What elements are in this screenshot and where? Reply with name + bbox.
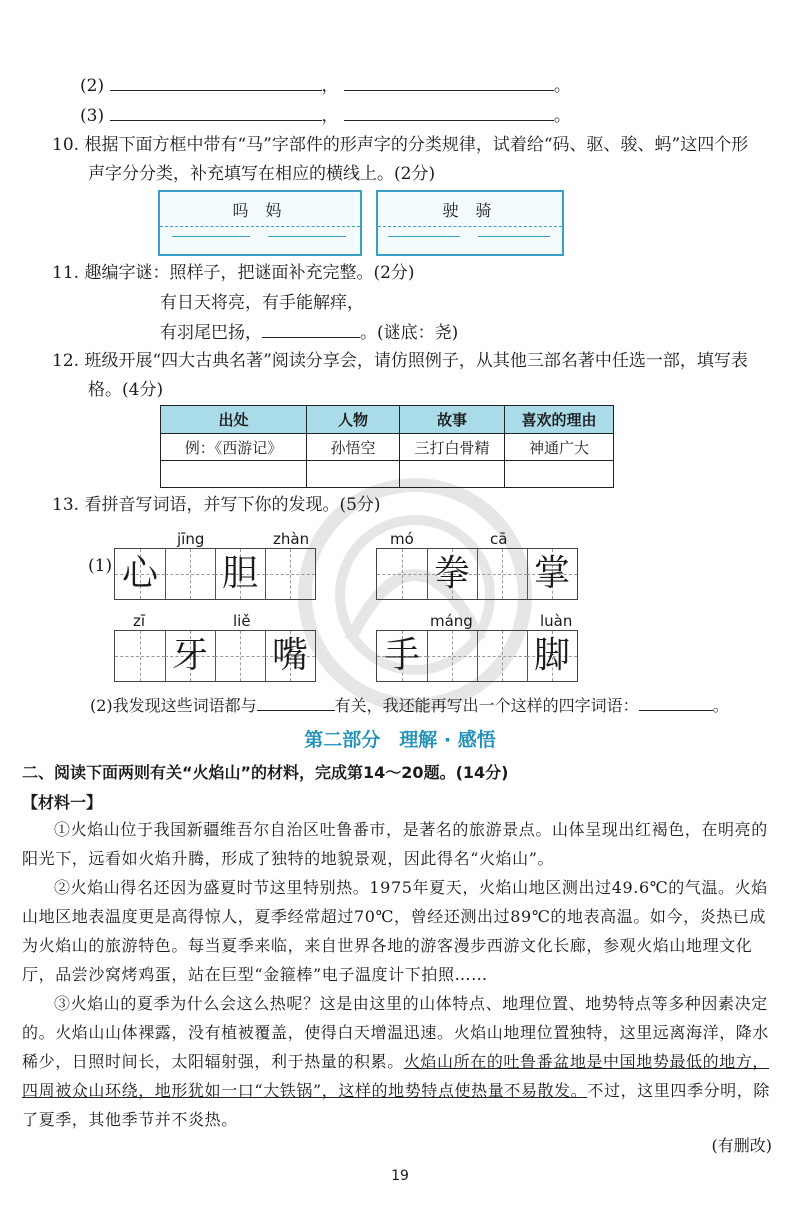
- q12-text-line1: 12. 班级开展“四大古典名著”阅读分享会，请仿照例子，从其他三部名著中任选一部，填写表: [52, 351, 748, 371]
- q13-part1-label: (1): [88, 556, 113, 576]
- table-cell: 三打白骨精: [400, 434, 505, 461]
- q10-box-1: 吗 妈: [158, 190, 362, 256]
- q10-text-line1: 10. 根据下面方框中带有“马”字部件的形声字的分类规律，试着给“码、驱、骏、蚂”这四个形: [52, 135, 749, 155]
- paragraph-1: ①火焰山位于我国新疆维吾尔自治区吐鲁番市，是著名的旅游景点。山体呈现出红褐色，在明亮的阳光下，远看如火焰升腾，形成了独特的地貌景观，因此得名“火焰山”。: [22, 820, 768, 868]
- char-grid-3: [114, 630, 316, 682]
- char-cell: 嘴: [265, 631, 315, 681]
- pinyin: luàn: [540, 612, 573, 630]
- char-grid-1: [114, 548, 316, 600]
- q10-box-2: 驶 骑: [376, 190, 564, 256]
- pinyin: máng: [430, 612, 473, 630]
- pinyin: liě: [233, 612, 251, 630]
- char-grid-4: [376, 630, 578, 682]
- char-cell[interactable]: [427, 631, 478, 681]
- answer-cell[interactable]: [505, 461, 614, 488]
- q11-text-line1: 11. 趣编字谜：照样子，把谜面补充完整。(2分): [52, 263, 415, 283]
- char-cell[interactable]: [477, 549, 528, 599]
- underlined-sentence: 火焰山所在的吐鲁番盆地是中国地势最低的地方，四周被众山环绕，地形犹如一口“大铁锅”，这样的地势特点使热量不易散发。: [22, 1052, 770, 1100]
- answer-blank[interactable]: [110, 74, 322, 91]
- char-cell: 手: [377, 631, 428, 681]
- answer-blank[interactable]: [257, 694, 335, 711]
- page-number: 19: [391, 1168, 409, 1184]
- char-cell: 牙: [165, 631, 216, 681]
- char-cell[interactable]: [265, 549, 315, 599]
- q11-text-line2: 有日天将亮，有手能解痒，: [160, 293, 364, 313]
- table-row: [161, 434, 614, 461]
- pinyin: mó: [390, 530, 414, 548]
- answer-cell[interactable]: [400, 461, 505, 488]
- answer-blank[interactable]: [268, 236, 346, 237]
- char-cell[interactable]: [215, 631, 266, 681]
- answer-blank[interactable]: [344, 104, 554, 121]
- material-label: 【材料一】: [22, 793, 103, 812]
- char-cell[interactable]: [477, 631, 528, 681]
- char-cell: 掌: [527, 549, 577, 599]
- q9-row-2: (2) ， 。: [80, 76, 571, 96]
- char-cell[interactable]: [115, 631, 166, 681]
- table-row-answer[interactable]: [161, 461, 614, 488]
- paragraph-3: ③火焰山的夏季为什么会这么热呢？这是由这里的山体特点、地理位置、地势特点等多种因素决定的。火焰山山体裸露，没有植被覆盖，使得白天增温迅速。火焰山地理位置独特，这里远离海洋，降水稀少，日照时间长，太阳辐射强，利于热量的积累。火焰山所在的吐鲁番盆地是中国地势最低的地方，四周被众山环绕，地形犹如一口“大铁锅”，这样的地势特点使热量不易散发。不过，这里四季分明，除了夏季，其他季节并不炎热。: [22, 994, 770, 1129]
- answer-cell[interactable]: [307, 461, 400, 488]
- reading-heading: 二、阅读下面两则有关“火焰山”的材料，完成第14～20题。(14分): [22, 763, 509, 782]
- pinyin: zī: [133, 612, 146, 630]
- table-header: 喜欢的理由: [505, 406, 614, 434]
- answer-blank[interactable]: [388, 236, 460, 237]
- char-cell: 拳: [427, 549, 478, 599]
- table-cell: 神通广大: [505, 434, 614, 461]
- pinyin: cā: [490, 530, 508, 548]
- answer-blank[interactable]: [262, 321, 360, 338]
- section-title: 第二部分 理解 · 感悟: [304, 729, 496, 751]
- q13-text-line1: 13. 看拼音写词语，并写下你的发现。(5分): [52, 495, 381, 515]
- char-cell[interactable]: [377, 549, 428, 599]
- answer-blank[interactable]: [110, 104, 322, 121]
- answer-blank[interactable]: [344, 74, 554, 91]
- q13-part2: (2)我发现这些词语都与 有关，我还能再写出一个这样的四字词语： 。: [90, 696, 729, 715]
- char-cell[interactable]: [165, 549, 216, 599]
- answer-cell[interactable]: [161, 461, 307, 488]
- answer-blank[interactable]: [639, 694, 713, 711]
- answer-blank[interactable]: [172, 236, 250, 237]
- answer-blank[interactable]: [478, 236, 550, 237]
- q9-row-3: (3) ， 。: [80, 106, 571, 126]
- char-grid-2: [376, 548, 578, 600]
- table-header: 故事: [400, 406, 505, 434]
- q12-text-line2: 格。(4分): [88, 380, 164, 400]
- source-note: (有删改): [711, 1136, 772, 1155]
- table-header: 出处: [161, 406, 307, 434]
- char-cell: 脚: [527, 631, 577, 681]
- pinyin: jīng: [177, 530, 205, 548]
- char-cell: 心: [115, 549, 166, 599]
- reading-share-table: [160, 405, 614, 488]
- q10-text-line2: 声字分分类，补充填写在相应的横线上。(2分): [88, 164, 436, 184]
- table-cell: 例：《西游记》: [161, 434, 307, 461]
- pinyin: zhàn: [273, 530, 310, 548]
- q11-text-line3: 有羽尾巴扬， 。(谜底：尧): [160, 323, 459, 343]
- table-cell: 孙悟空: [307, 434, 400, 461]
- char-cell: 胆: [215, 549, 266, 599]
- table-header: 人物: [307, 406, 400, 434]
- paragraph-2: ②火焰山得名还因为盛夏时节这里特别热。1975年夏天，火焰山地区测出过49.6℃的气温。火焰山地区地表温度更是高得惊人，夏季经常超过70℃，曾经还测出过89℃的地表高温。如今，炎热已成为火焰山的旅游特色。每当夏季来临，来自世界各地的游客漫步西游文化长廊，参观火焰山地理文化厅，品尝沙窝烤鸡蛋，站在巨型“金箍棒”电子温度计下拍照……: [22, 878, 768, 984]
